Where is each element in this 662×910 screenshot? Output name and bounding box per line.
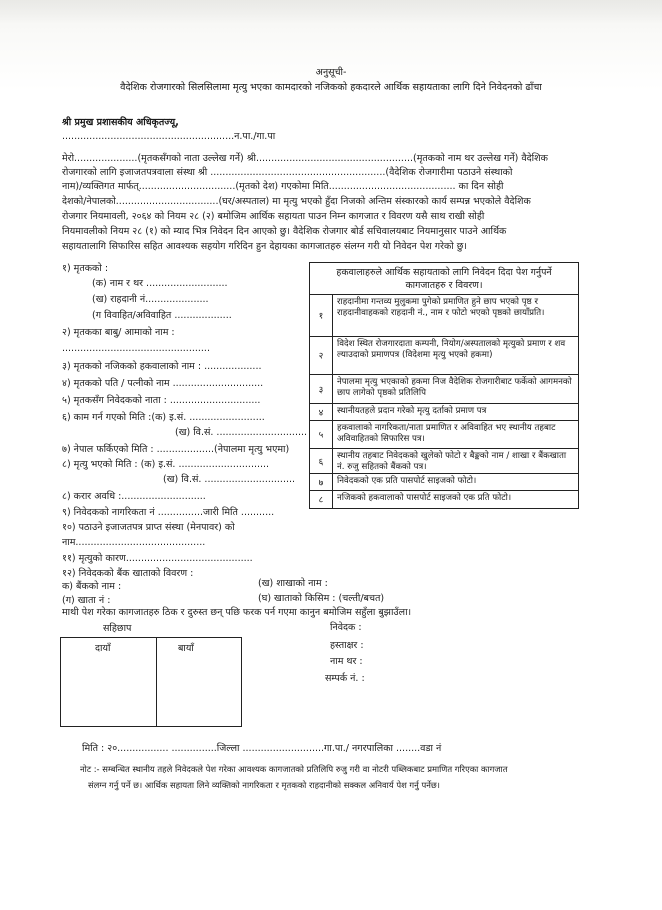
applicant-name: नाम थर : xyxy=(330,656,363,667)
field-parents-line: ................................................. xyxy=(62,343,210,354)
row-number: ४ xyxy=(318,408,324,418)
field-name: (क) नाम र थर ........................... xyxy=(92,278,228,289)
field-marital: (ग विवाहित/अविवाहित ................... xyxy=(92,310,232,321)
para-line-7: सहायतालागि सिफारिस सहित आवश्यक सहयोग गरिदिन हुन देहायका कागजातहरु संलग्न गरी यो निवेदन पेश गरेको छु। xyxy=(62,241,467,252)
addressee: श्री प्रमुख प्रशासकीय अधिकृतज्यू, xyxy=(62,117,179,128)
bank-branch: (ख) शाखाको नाम : xyxy=(258,578,328,589)
row-text: विदेश स्थित रोजगारदाता कम्पनी, नियोग/अस्पतालको मृत्युको प्रमाण र शव ल्याउदाको प्रमाणपत्र (विदेशमा मृत्यु भएको हकमा) xyxy=(337,339,566,360)
field-agency: १०) पठाउने इजाजतपत्र प्राप्त संस्था (मेनपावर) को xyxy=(62,522,235,533)
table-row xyxy=(310,473,578,491)
bank-account-no: (ग) खाता नं : xyxy=(62,595,111,606)
declaration: माथी पेश गरेका कागजातहरु ठिक र दुरुस्त छन् पछि फरक पर्न गएमा कानुन बमोजिम सहुँला बुझाउँला। xyxy=(62,607,412,618)
field-agency-name: नाम........................................... xyxy=(62,537,206,548)
row-number: ८ xyxy=(318,495,324,506)
row-number: ६ xyxy=(318,457,324,467)
para-line-6: नियमावलीको नियम २८ (१) को म्याद भित्र निवेदन दिन आएको छु। वैदेशिक रोजगार बोर्ड सचिवालयबाट नियमानुसार पाउने आर्थिक xyxy=(62,226,507,237)
documents-table-heading xyxy=(310,263,578,295)
documents-table-heading-text: हकवालाहरुले आर्थिक सहायताको लागि निवेदन दिदा पेश गर्नुपर्ने कागजातहरु र विवरण। xyxy=(336,267,552,291)
field-departure-bs: (ख) वि.सं. .............................. xyxy=(175,427,308,438)
documents-table xyxy=(309,262,579,509)
table-row xyxy=(310,374,578,404)
row-number: ७ xyxy=(318,478,324,488)
thumb-left-label: बायाँ xyxy=(178,643,194,654)
row-text: स्थानीयतहले प्रदान गरेको मृत्यु दर्ताको प्रमाण पत्र xyxy=(337,406,487,416)
table-row xyxy=(310,336,578,375)
table-row xyxy=(310,403,578,421)
thumb-divider xyxy=(156,638,157,726)
field-bank-details: १२) निवेदकको बैंक खाताको विवरण : xyxy=(62,568,194,579)
field-cause: ११) मृत्युको कारण.......................................... xyxy=(62,553,253,564)
field-deceased: १) मृतकको : xyxy=(62,263,109,274)
document-title: वैदेशिक रोजगारको सिलसिलामा मृत्यु भएका कामदारको नजिकको हकदारले आर्थिक सहायताका लागि दिने निवेदनको ढाँचा xyxy=(120,82,542,93)
row-text: स्थानीय तहबाट निवेदकको खुलेको फोटो र बैङ्कको नाम / शाखा र बैंकखाता नं. रुजु सहितको बैंकको पत्र। xyxy=(337,451,567,472)
thumbprint-box xyxy=(60,637,242,727)
field-relation: ५) मृतकसँग निवेदकको नाता : .............................. xyxy=(62,395,261,406)
field-contract: ८) करार अवधि :............................ xyxy=(62,491,206,502)
scan-shadow xyxy=(0,0,662,24)
bank-name: क) बैंकको नाम : xyxy=(62,581,122,592)
row-text: हकवालाको नागरिकता/नाता प्रमाणित र अविवाहित भए स्थानीय तहबाट अविवाहितको सिफारिस पत्र। xyxy=(337,423,556,444)
field-death-bs: (ख) वि.सं. .............................. xyxy=(163,474,296,485)
row-number: २ xyxy=(318,351,324,362)
applicant-label: निवेदक : xyxy=(330,622,362,633)
applicant-contact: सम्पर्क नं. : xyxy=(325,673,365,684)
para-line-4: देशको/नेपालको..................................(घर/अस्पताल) मा मृत्यु भएको हुँदा निजको अन्तिम संस्कारको कार्य सम्पन्न भएकोले वैदेशिक xyxy=(62,196,531,207)
thumbprint-label: सहिछाप xyxy=(103,623,132,634)
field-citizenship: ९) निवेदकको नागरिकता नं ...............जारी मिति ........... xyxy=(62,507,275,518)
para-line-5: रोजगार नियमावली, २०६४ को नियम २८ (२) बमोजिम आर्थिक सहायता पाउन निम्न कागजात र विवरण यसै साथ राखी सोही xyxy=(62,211,485,222)
row-text: निवेदकको एक प्रति पासपोर्ट साइजको फोटो। xyxy=(337,476,477,486)
field-death-ad: ८) मृत्यु भएको मिति : (क) इ.सं. .............................. xyxy=(62,459,270,470)
row-text: नजिकको हकवालाको पासपोर्ट साइजको एक प्रति फोटो। xyxy=(337,493,512,503)
table-row xyxy=(310,490,578,508)
row-number: ५ xyxy=(318,430,324,441)
para-line-3: नाम)/व्यक्तिगत मार्फत्................................(मृतको देश) गएकोमा मिति.......................................... का दिन सोही xyxy=(62,181,504,192)
field-departure-ad: ६) काम गर्न गएको मिति :(क) इ.सं. ......................... xyxy=(62,412,265,423)
table-row xyxy=(310,448,578,474)
field-passport: (ख) राहदानी नं..................... xyxy=(92,294,209,305)
applicant-signature: हस्ताक्षर : xyxy=(330,640,364,651)
row-number: १ xyxy=(318,311,324,322)
field-next-of-kin: ३) मृतकको नजिकको हकवालाको नाम : ................... xyxy=(62,361,262,372)
row-text: राहदानीमा गन्तव्य मुलुकमा पुगेको प्रमाणित हुने छाप भएको पृष्ठ र राहदानीवाहकको राहदानी नं., नाम र फोटो भएको पृष्ठको छायाँप्रति। xyxy=(337,297,545,318)
thumb-right-label: दायाँ xyxy=(95,643,111,654)
date-location-line: मिति : २०................. ...............जिल्ला ...........................गा.पा./ नगरपालिका ........वडा नं xyxy=(82,743,442,754)
bank-account-type: (घ) खाताको किसिम : (चल्ती/बचत) xyxy=(258,593,385,604)
row-number: ३ xyxy=(318,385,324,395)
row-text: नेपालमा मृत्यु भएकाको हकमा निज वैदेशिक रोजगारीबाट फर्केको आगमनको छाप लागेको पृष्ठको प्रतिलिपि xyxy=(337,377,572,398)
para-line-1: मेरो.....................(मृतकसँगको नाता उल्लेख गर्ने) श्री....................................................(मृतकको नाम थर उल्लेख गर्ने) वैदेशिक xyxy=(62,153,548,164)
note-line-1: नोट :- सम्बन्धित स्थानीय तहले निवेदकले पेश गरेका आवश्यक कागजातको प्रतिलिपि रुजु गरी वा नोटरी पब्लिकबाट प्रमाणित गरिएका कागजात xyxy=(80,764,508,774)
table-row xyxy=(310,420,578,449)
field-parents: २) मृतकका बाबु/ आमाको नाम : xyxy=(62,327,175,338)
table-row xyxy=(310,294,578,337)
annex-label: अनुसूची- xyxy=(315,67,347,78)
municipality-line: .........................................................न.पा./गा.पा xyxy=(62,131,276,142)
note-line-2: संलग्न गर्नु पर्ने छ। आर्थिक सहायता लिने व्यक्तिको नागरिकता र मृतकको राहदानीको सक्कल अनिवार्य पेश गर्नु पर्नेछ। xyxy=(88,780,440,790)
field-spouse: ४) मृतकको पति / पत्नीको नाम .............................. xyxy=(62,378,264,389)
field-return: ७) नेपाल फर्किएको मिति : ...................(नेपालमा मृत्यु भएमा) xyxy=(62,444,290,455)
para-line-2: रोजगारको लागि इजाजतपत्रवाला संस्था श्री ..........................................................(वैदेशिक रोजगारीमा पठाउने संस्थाको xyxy=(62,167,513,178)
